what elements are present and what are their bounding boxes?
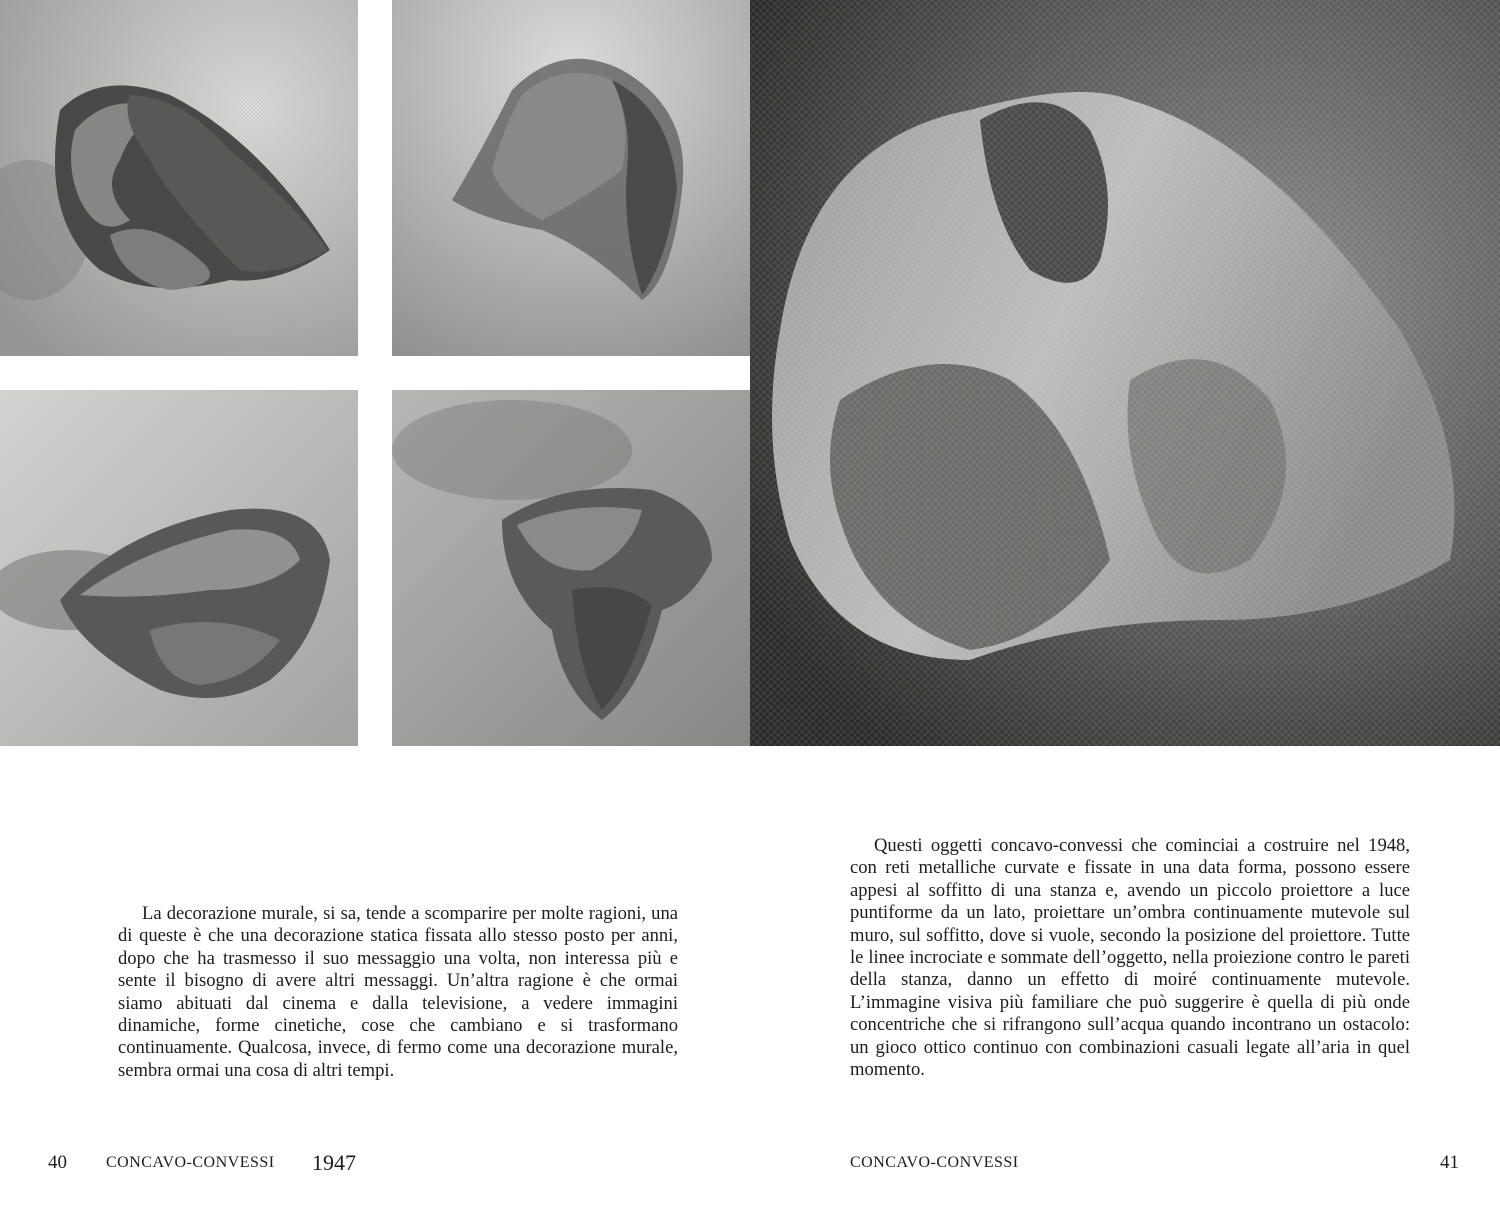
page-number-right: 41 — [1440, 1152, 1459, 1173]
body-paragraph: La decorazione murale, si sa, tende a scomparire per molte ragioni, una di queste è che una decorazione statica fissata allo stesso posto per anni, dopo che ha trasmesso il suo messaggio una volta, non interessa più e sente il bisogno di avere altri messaggi. Un’altra ragione è che ormai siamo abituati dal cinema e dalla televisione, a vedere immagini dinamiche, forme cinetiche, cose che cambiano e si trasformano continuamente. Qualcosa, invece, di fermo come una decorazione murale, sembra ormai una cosa di altri tempi. — [118, 903, 678, 1081]
right-page-body — [850, 835, 1410, 1081]
photo-sculpture-4 — [392, 390, 750, 746]
body-paragraph: Questi oggetti concavo-convessi che cominciai a costruire nel 1948, con reti metalliche curvate e fissate in una data forma, possono essere appesi al soffitto di una stanza e, avendo un piccolo proiettore a luce puntiforme da un lato, proiettare un’ombra continuamente mutevole sul muro, sul soffitto, dove si vuole, secondo la posizione del proiettore. Tutte le linee incrociate e sommate dell’oggetto, nella proiezione contro le pareti della stanza, danno un effetto di moiré continuamente mutevole. L’immagine visiva più familiare che può suggerire è quella di più onde concentriche che si rifrangono sull’acqua quando incontrano un ostacolo: un gioco ottico continuo con combinazioni casuali legate all’aria in quel momento. — [850, 835, 1410, 1081]
running-head-right: CONCAVO-CONVESSI — [850, 1154, 1019, 1171]
photo-sculpture-2 — [392, 0, 750, 356]
left-page-body — [118, 903, 678, 1082]
running-head-year: 1947 — [312, 1150, 356, 1175]
photo-sculpture-large — [750, 0, 1500, 746]
page-number-left: 40 — [48, 1152, 67, 1173]
running-head-left: CONCAVO-CONVESSI — [106, 1154, 275, 1171]
photo-sculpture-3 — [0, 390, 358, 746]
photo-sculpture-1 — [0, 0, 358, 356]
